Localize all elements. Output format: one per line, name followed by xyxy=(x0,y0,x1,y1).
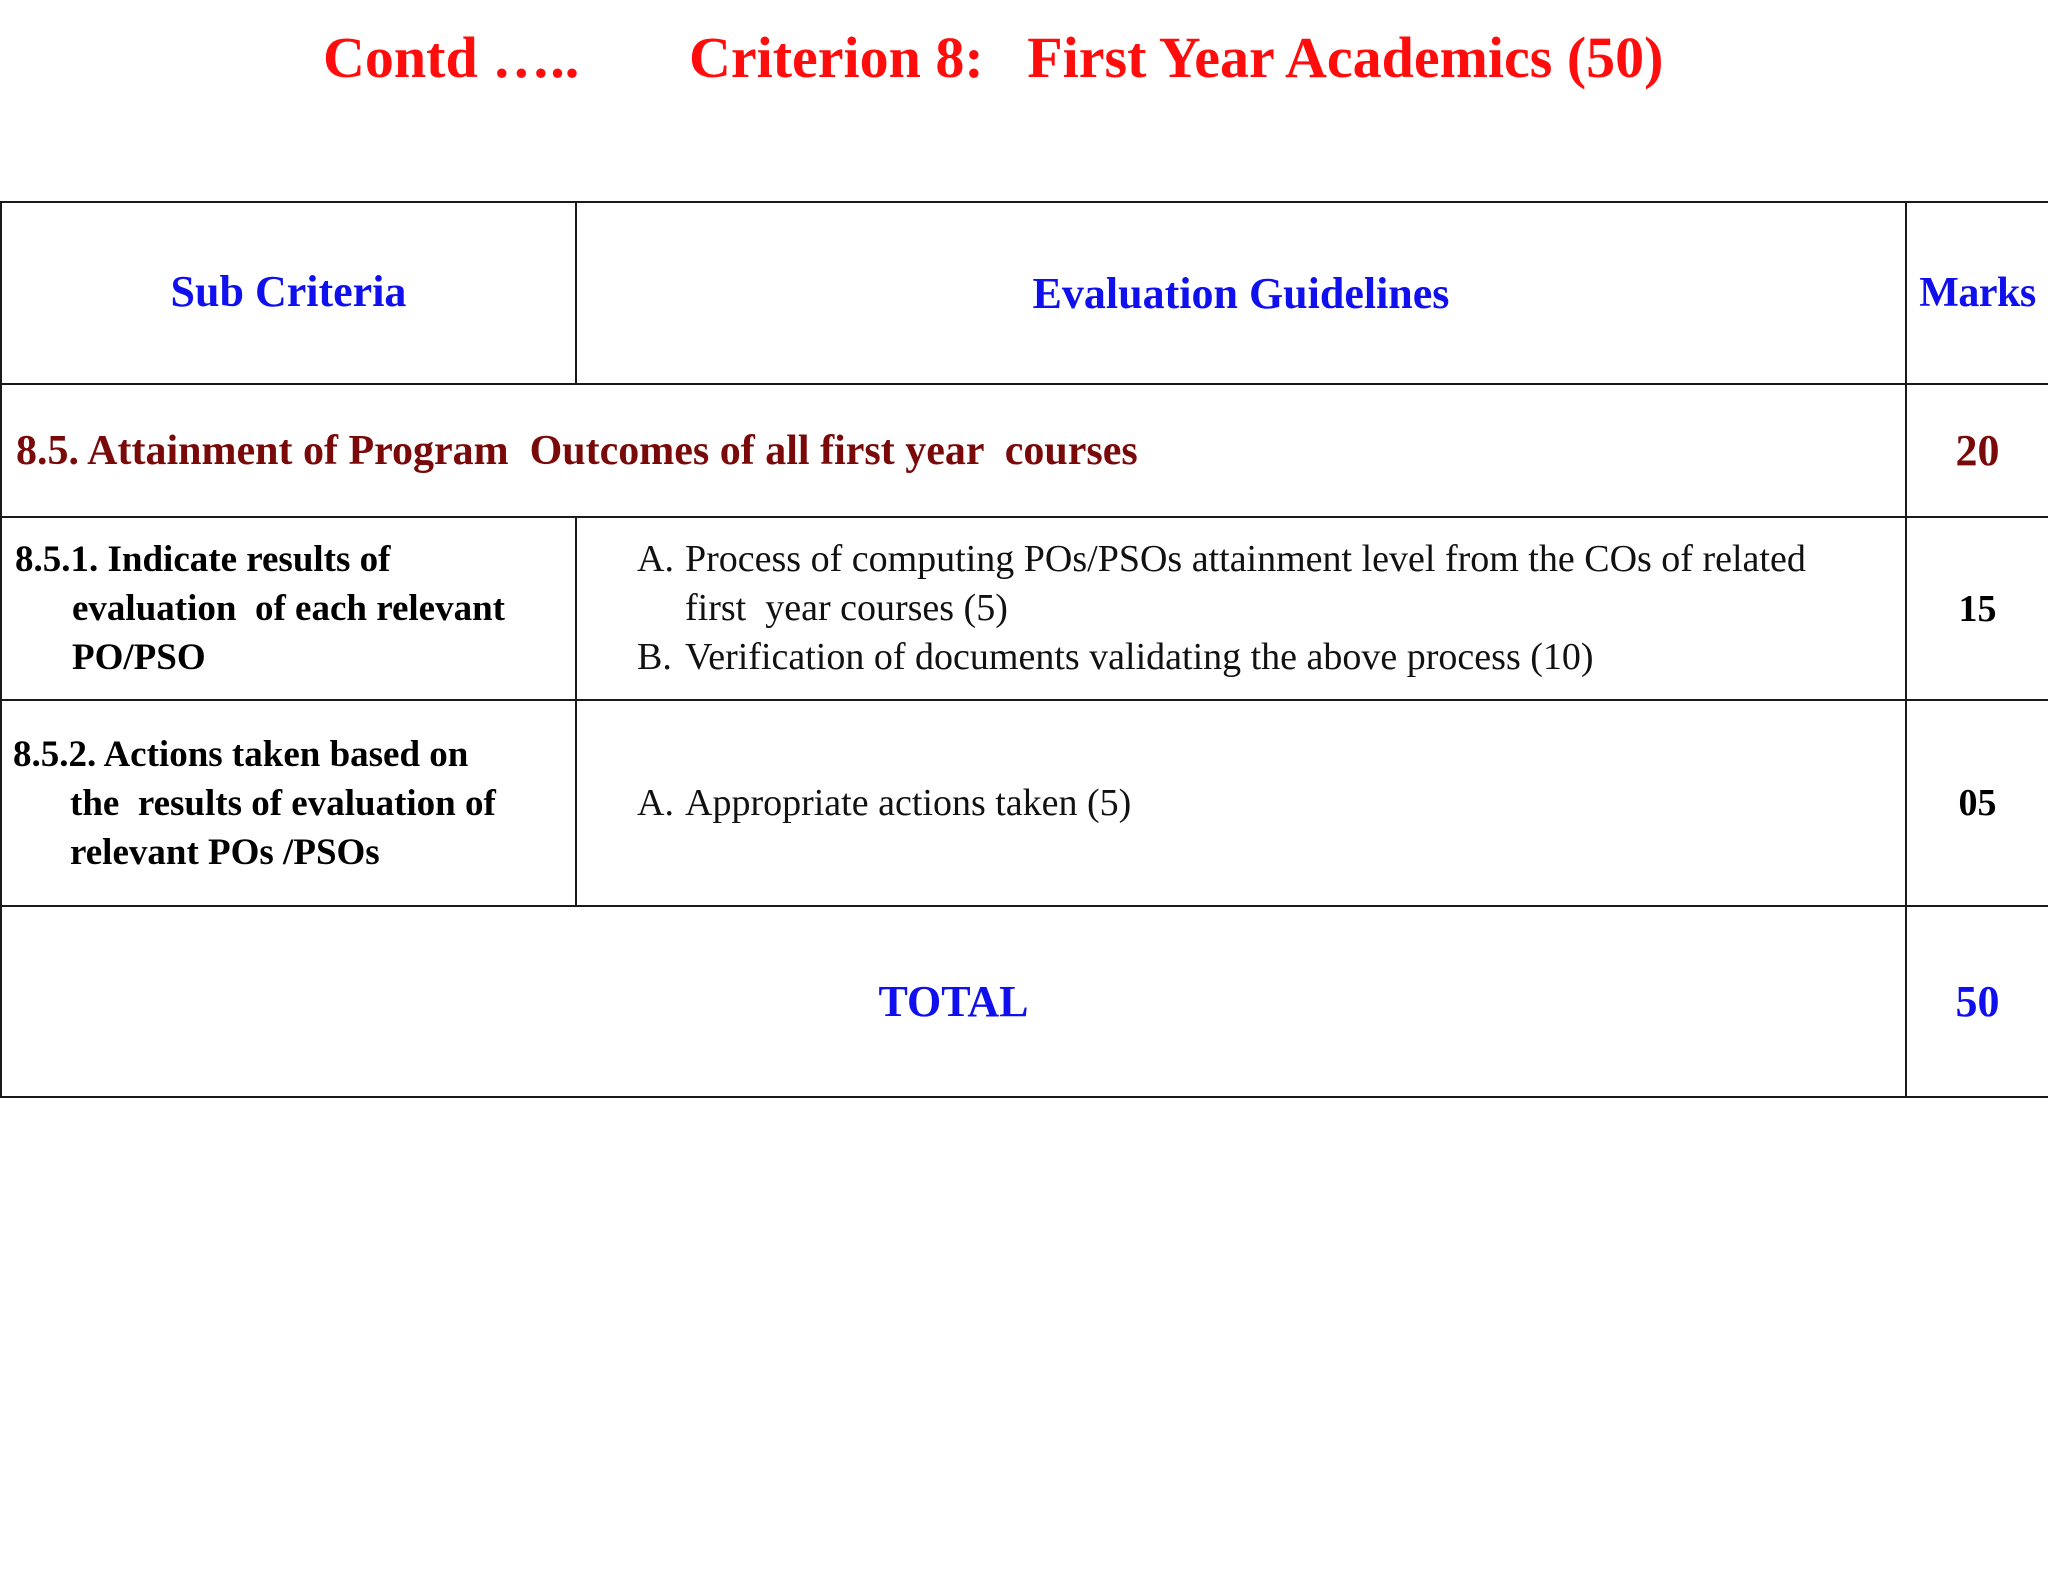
total-row xyxy=(1,906,2048,1097)
header-row xyxy=(1,202,2048,384)
guideline-item xyxy=(637,633,1905,682)
sub-criterion-8-5-2 xyxy=(1,700,576,906)
total-marks: 50 xyxy=(1906,906,2048,1097)
sub-criterion-line: 8.5.1. Indicate results of xyxy=(15,539,391,580)
guideline-text: Appropriate actions taken (5) xyxy=(685,781,1132,824)
guideline-text: first year courses (5) xyxy=(685,587,1008,629)
guideline-item xyxy=(637,779,1905,828)
guideline-item xyxy=(637,535,1905,633)
evaluation-guidelines-8-5-2 xyxy=(576,700,1906,906)
title-contd: Contd ….. xyxy=(323,25,580,90)
sub-criterion-line: evaluation of each relevant xyxy=(72,588,505,629)
total-label: TOTAL xyxy=(1,906,1906,1097)
evaluation-guidelines-8-5-1 xyxy=(576,517,1906,700)
slide-title xyxy=(0,18,2048,98)
guideline-letter: B. xyxy=(637,636,672,678)
guideline-letter: A. xyxy=(637,781,674,824)
section-title: 8.5. Attainment of Program Outcomes of all first year courses xyxy=(1,384,1906,517)
section-marks: 20 xyxy=(1906,384,2048,517)
section-row xyxy=(1,384,2048,517)
sub-criterion-line: relevant POs /PSOs xyxy=(70,831,380,873)
sub-criterion-line: the results of evaluation of xyxy=(70,782,496,824)
header-evaluation-guidelines: Evaluation Guidelines xyxy=(576,202,1906,384)
header-marks: Marks xyxy=(1906,202,2048,384)
table-row xyxy=(1,700,2048,906)
marks-8-5-1: 15 xyxy=(1906,517,2048,700)
criteria-table xyxy=(0,201,2048,1098)
header-sub-criteria: Sub Criteria xyxy=(1,202,576,384)
title-criterion: Criterion 8: First Year Academics (50) xyxy=(689,25,1664,90)
sub-criterion-line: 8.5.2. Actions taken based on xyxy=(13,733,469,775)
marks-8-5-2: 05 xyxy=(1906,700,2048,906)
guideline-text: Verification of documents validating the above process (10) xyxy=(685,636,1594,678)
sub-criterion-line: PO/PSO xyxy=(72,637,206,678)
sub-criterion-8-5-1 xyxy=(1,517,576,700)
table-row xyxy=(1,517,2048,700)
guideline-text: Process of computing POs/PSOs attainment level from the COs of related xyxy=(685,538,1806,580)
guideline-letter: A. xyxy=(637,538,674,580)
